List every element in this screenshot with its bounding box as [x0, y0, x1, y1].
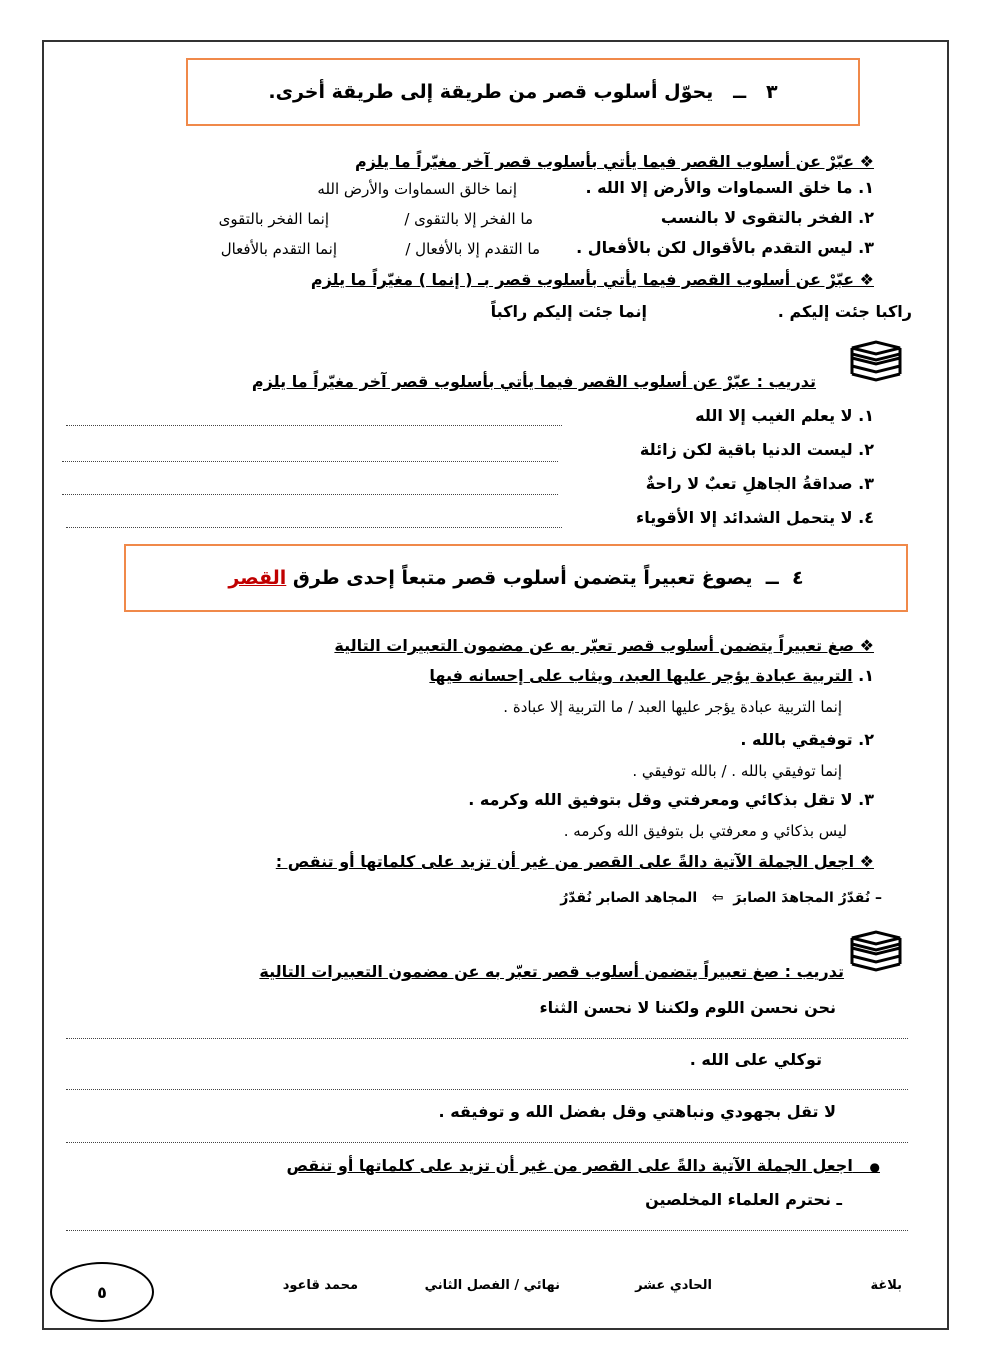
- ex4-instruction: ❖ اجعل الجملة الآتية دالةً على القصر من غير أن تزيد على كلماتها أو تنقص :: [275, 852, 874, 871]
- ex1-item3: [576, 238, 874, 257]
- section4-dash: ــ: [765, 567, 779, 589]
- section3-header: [186, 58, 860, 126]
- training1-item4: [636, 508, 874, 527]
- training2-bullet-text: اجعل الجملة الآتية دالةً على القصر من غير أن تزيد على كلماتها أو تنقص: [286, 1156, 853, 1175]
- training2-item1: نحن نحسن اللوم ولكننا لا نحسن الثناء: [539, 998, 836, 1017]
- section4-header: [124, 544, 908, 612]
- ex1-item3-answer1: ما التقدم إلا بالأفعال /: [405, 240, 540, 258]
- training1-item1: [695, 406, 874, 425]
- section4-title: يصوغ تعبيراً يتضمن أسلوب قصر متبعاً إحدى طرق: [292, 567, 753, 589]
- ex1-item2-q: الفخر بالتقوى لا بالنسب: [660, 208, 853, 227]
- ex3-item2-answer: إنما توفيقي بالله . / بالله توفيقي .: [632, 762, 842, 780]
- ex2-answer: إنما جئت إليكم راكباً: [490, 302, 647, 321]
- answer-line[interactable]: [66, 1089, 908, 1090]
- books-icon: [846, 338, 908, 386]
- training1-item1-text: لا يعلم الغيب إلا الله: [695, 406, 853, 425]
- answer-line[interactable]: [66, 1038, 908, 1039]
- ex3-item2-num: ٢.: [858, 730, 874, 749]
- training1-title: تدريب : عبّرْ عن أسلوب القصر فيما يأتي بأسلوب قصر آخر مغيّراً ما يلزم: [251, 372, 816, 391]
- ex3-item1-q: التربية عبادة يؤجر عليها العبد، ويثاب على إحسانه فيها: [429, 666, 853, 685]
- answer-line[interactable]: [66, 1230, 908, 1231]
- page-number: [50, 1262, 154, 1322]
- page-number-text: ٥: [97, 1282, 107, 1302]
- answer-line[interactable]: [66, 425, 562, 426]
- ex3-instruction: ❖ صغ تعبيراً يتضمن أسلوب قصر تعبّر به عن مضمون التعبيرات التالية: [334, 636, 874, 655]
- arrow-left-icon: ⇦: [711, 890, 724, 906]
- footer-author: محمد قاعود: [282, 1278, 358, 1293]
- section3-number: ٣: [766, 81, 778, 103]
- training1-item2-num: ٢.: [858, 440, 874, 459]
- training2-item2: توكلي على الله .: [689, 1050, 822, 1069]
- ex4-example-q: – نُقدّرُ المجاهدَ الصابرَ: [733, 890, 882, 906]
- ex2-question: راكبا جئت إليكم .: [777, 302, 912, 321]
- ex1-item2-answer1: ما الفخر إلا بالتقوى /: [404, 210, 533, 228]
- page-frame: [42, 40, 949, 1330]
- section4-number: ٤: [791, 567, 804, 589]
- footer-subject: بلاغة: [870, 1278, 902, 1293]
- training2-bullet-instruction: [286, 1156, 880, 1175]
- ex1-item2: [661, 208, 874, 227]
- ex1-item2-answer2: إنما الفخر بالتقوى: [218, 210, 329, 228]
- section4-title-line: [126, 546, 906, 610]
- section3-title: يحوّل أسلوب قصر من طريقة إلى طريقة أخرى.: [268, 81, 714, 103]
- ex2-instruction: ❖ عبّرْ عن أسلوب القصر فيما يأتي بأسلوب قصر بـ ( إنما ) مغيّراً ما يلزم: [310, 270, 874, 289]
- ex1-item3-answer2: إنما التقدم بالأفعال: [220, 240, 337, 258]
- footer-term: نهائي / الفصل الثاني: [424, 1278, 560, 1293]
- ex1-instruction: ❖ عبّرْ عن أسلوب القصر فيما يأتي بأسلوب قصر آخر مغيّراً ما يلزم: [354, 152, 874, 171]
- section3-dash: ــ: [733, 81, 747, 103]
- section3-title-line: [188, 60, 858, 124]
- ex3-item3: [468, 790, 874, 809]
- ex1-item1-q: ما خلق السماوات والأرض إلا الله .: [585, 178, 853, 197]
- ex1-item3-num: ٣.: [858, 238, 874, 257]
- ex3-item3-num: ٣.: [858, 790, 874, 809]
- ex3-item1-answer: إنما التربية عبادة يؤجر عليها العبد / ما التربية إلا عبادة .: [503, 698, 842, 716]
- training1-item4-text: لا يتحمل الشدائد إلا الأقوياء: [636, 508, 853, 527]
- answer-line[interactable]: [62, 494, 558, 495]
- section4-title-red: القصر: [228, 567, 287, 589]
- ex4-example: [560, 890, 882, 906]
- training2-bullet-item: ـ نحترم العلماء المخلصين: [645, 1190, 842, 1209]
- answer-line[interactable]: [66, 1142, 908, 1143]
- ex3-item3-answer: ليس بذكائي و معرفتي بل بتوفيق الله وكرمه .: [563, 822, 847, 840]
- training2-item3: لا تقل بجهودي ونباهتي وقل بفضل الله و توفيقه .: [438, 1102, 836, 1121]
- ex1-item2-num: ٢.: [858, 208, 874, 227]
- bullet-icon: ●: [869, 1160, 880, 1174]
- training1-item2-text: ليست الدنيا باقية لكن زائلة: [639, 440, 853, 459]
- training1-item1-num: ١.: [858, 406, 874, 425]
- training2-title: تدريب : صغ تعبيراً يتضمن أسلوب قصر تعبّر به عن مضمون التعبيرات التالية: [259, 962, 844, 981]
- ex3-item1: [429, 666, 874, 685]
- ex3-item2-q: توفيقي بالله .: [740, 730, 853, 749]
- books-icon: [846, 928, 908, 976]
- ex4-example-a: المجاهد الصابر نُقدّرُ: [560, 890, 698, 906]
- training1-item3-num: ٣.: [858, 474, 874, 493]
- ex3-item2: [740, 730, 874, 749]
- training1-item4-num: ٤.: [858, 508, 874, 527]
- ex1-item3-q: ليس التقدم بالأقوال لكن بالأفعال .: [576, 238, 853, 257]
- ex3-item1-num: ١.: [858, 666, 874, 685]
- ex3-item3-q: لا تقل بذكائي ومعرفتي وقل بتوفيق الله وكرمه .: [468, 790, 853, 809]
- training1-item3: [646, 474, 874, 493]
- training1-item2: [640, 440, 874, 459]
- ex1-item1-answer: إنما خالق السماوات والأرض الله: [317, 180, 517, 198]
- ex1-item1: [585, 178, 874, 197]
- answer-line[interactable]: [66, 527, 562, 528]
- footer-grade: الحادي عشر: [635, 1278, 712, 1293]
- training1-item3-text: صداقةُ الجاهلِ تعبٌ لا راحةٌ: [645, 474, 853, 493]
- ex1-item1-num: ١.: [858, 178, 874, 197]
- answer-line[interactable]: [62, 461, 558, 462]
